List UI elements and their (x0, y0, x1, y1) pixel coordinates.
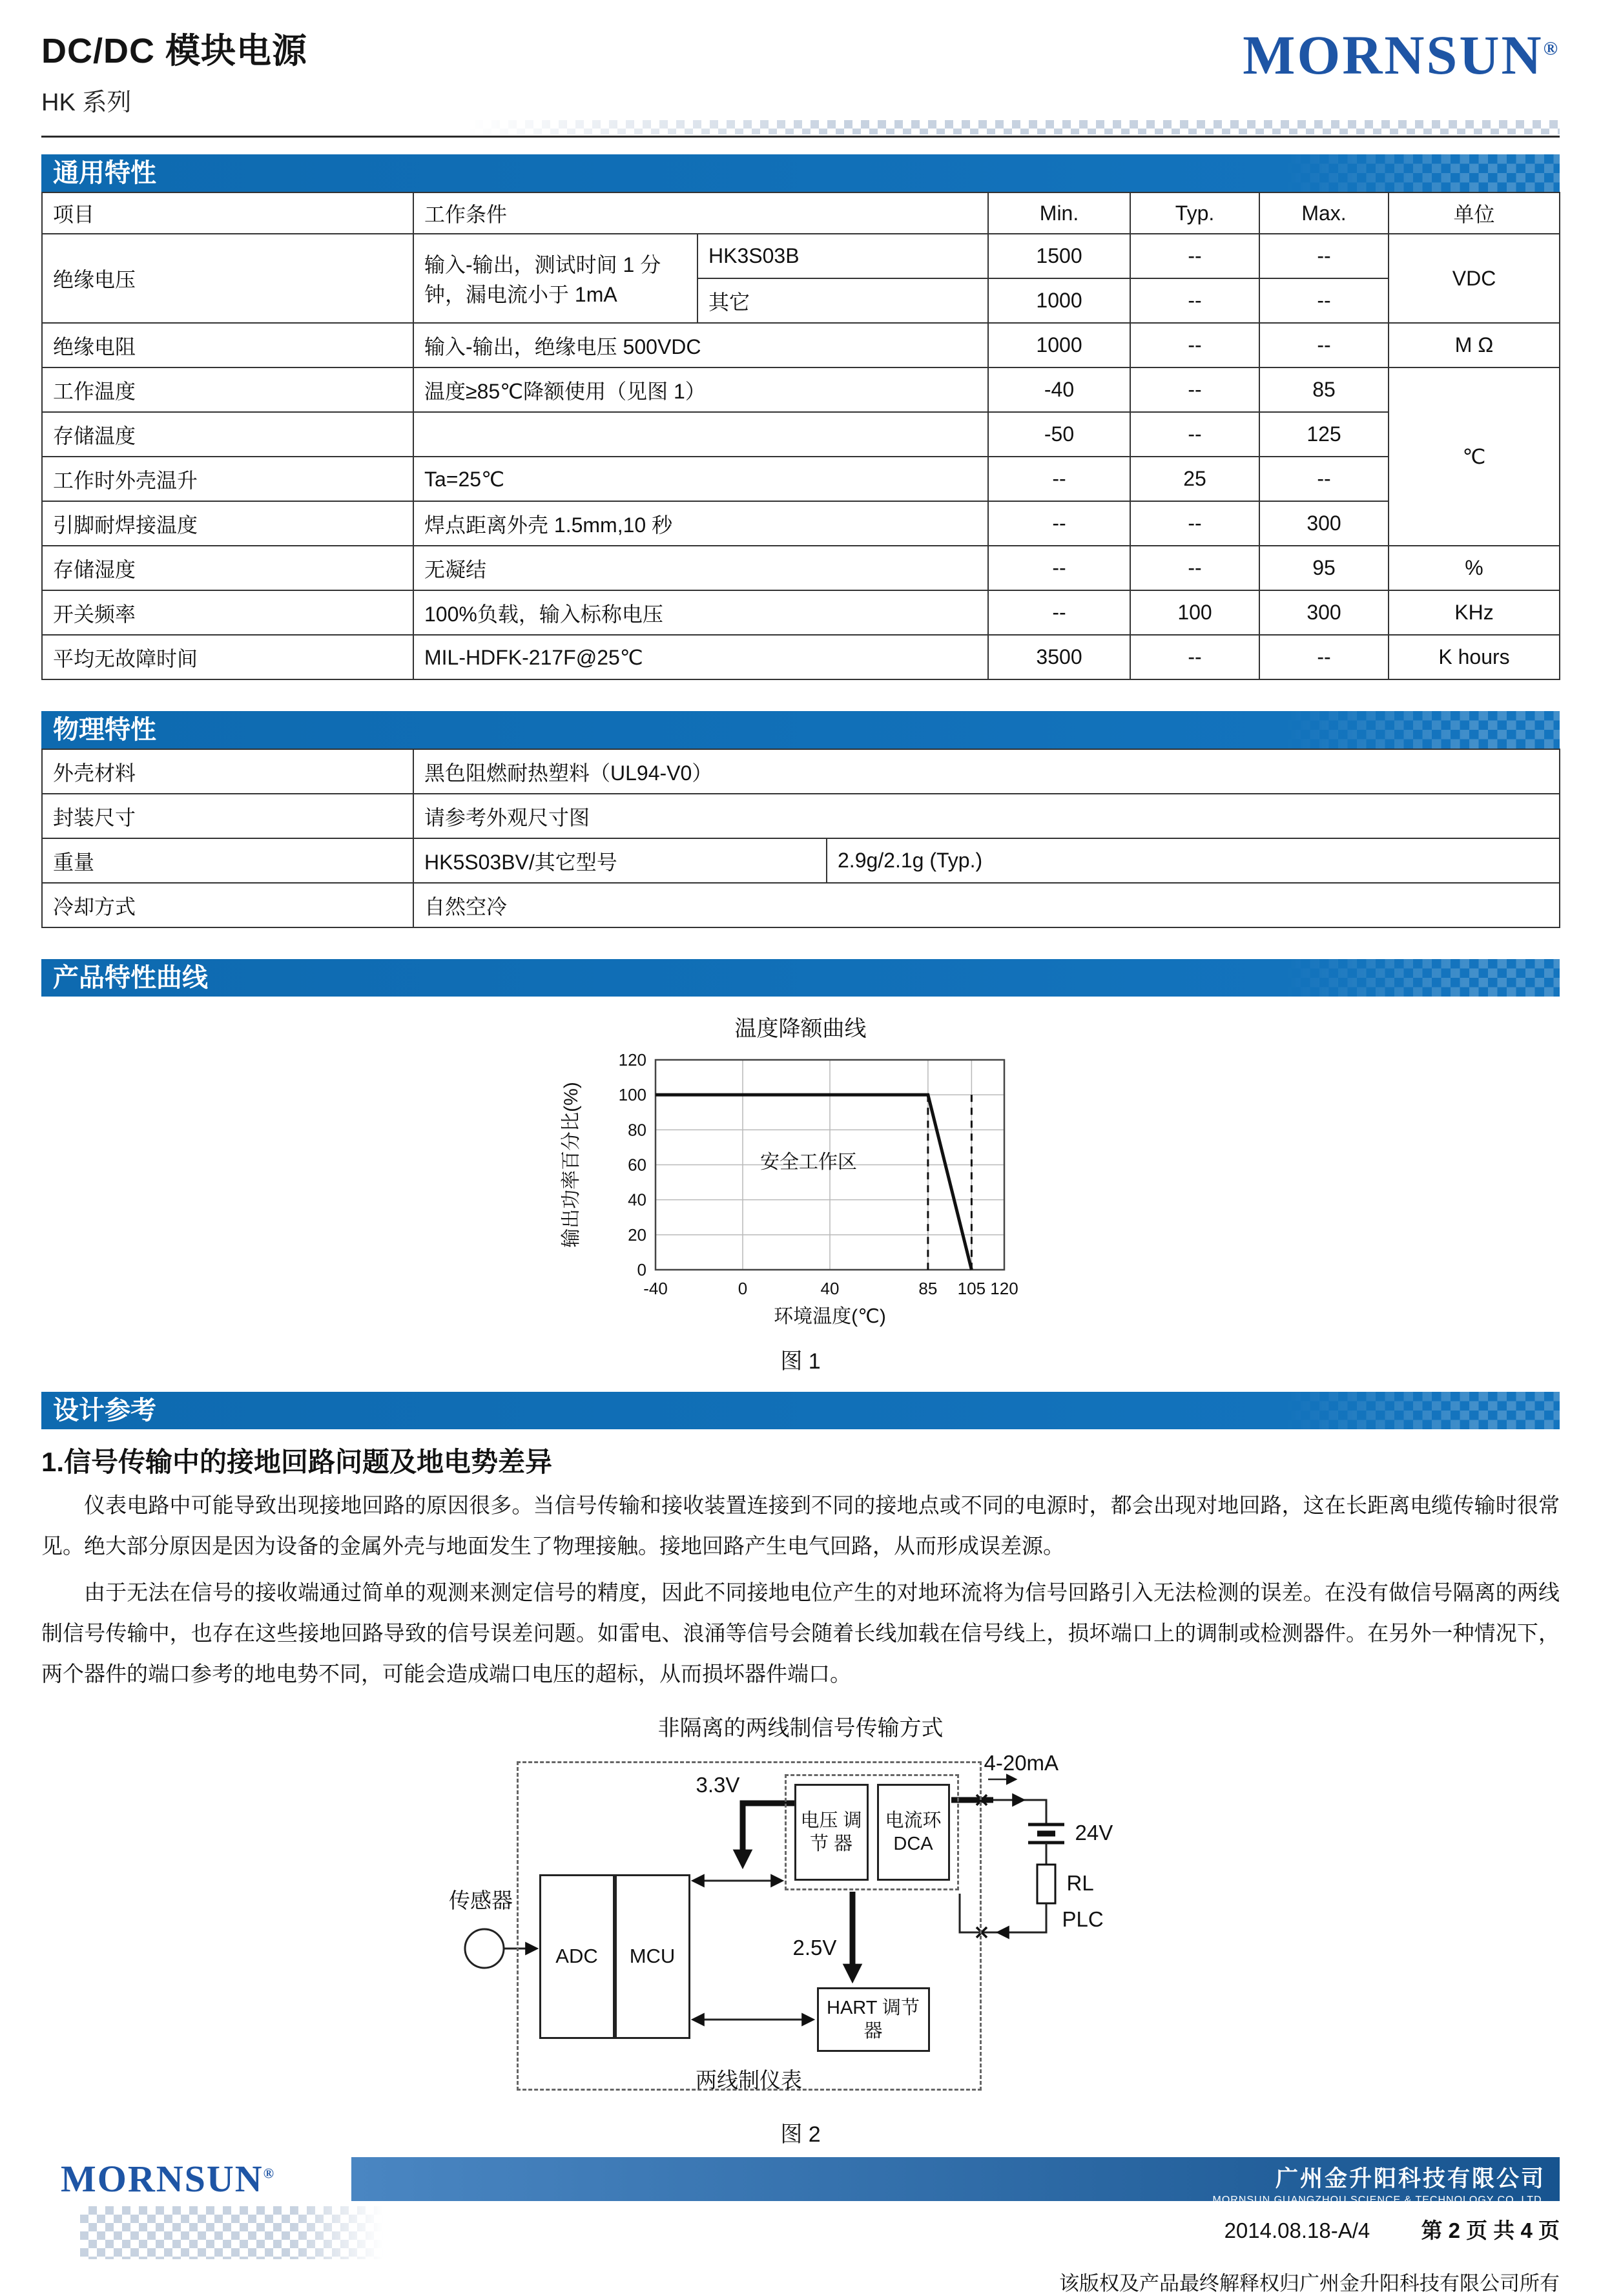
svg-text:105: 105 (957, 1279, 986, 1298)
svg-text:环境温度(℃): 环境温度(℃) (773, 1306, 886, 1327)
table-row (42, 412, 1560, 457)
title-block (41, 23, 307, 118)
registered-mark: ® (1543, 37, 1560, 59)
svg-text:80: 80 (627, 1120, 646, 1140)
v24-label: 24V (1075, 1820, 1113, 1845)
item-cell: 冷却方式 (42, 883, 413, 927)
col-header-max: Max. (1259, 192, 1389, 234)
typ-cell: -- (1130, 546, 1259, 590)
unit-cell: ℃ (1389, 367, 1560, 546)
condition-cell: MIL-HDFK-217F@25℃ (413, 635, 988, 679)
max-cell: 95 (1259, 546, 1389, 590)
design-paragraph-1: 仪表电路中可能导致出现接地回路的原因很多。当信号传输和接收装置连接到不同的接地点或不同的电源时，都会出现对地回路，这在长距离电缆传输时很常见。绝大部分原因是因为设备的金属外壳与地面发生了物理接触。接地回路产生电气回路，从而形成误差源。 (41, 1493, 1560, 1558)
item-cell: 存储温度 (42, 412, 413, 457)
typ-cell: -- (1130, 278, 1259, 323)
derating-chart-block (41, 1011, 1560, 1375)
table-row (42, 234, 1560, 278)
header-mosaic-band (466, 120, 1560, 134)
value-cell: HK5S03BV/其它型号 (413, 838, 827, 883)
table-row (42, 546, 1560, 590)
max-cell: -- (1259, 635, 1389, 679)
min-cell: -50 (988, 412, 1130, 457)
copyright-line: 该版权及产品最终解释权归广州金升阳科技有限公司所有 (1059, 2271, 1560, 2295)
svg-text:40: 40 (627, 1190, 646, 1210)
max-cell: -- (1259, 323, 1389, 367)
page-indicator: 第 2 页 共 4 页 (1421, 2218, 1560, 2242)
v33-label: 3.3V (696, 1772, 740, 1797)
header-divider (41, 136, 1560, 138)
min-cell: -- (988, 546, 1130, 590)
plc-label: PLC (1062, 1907, 1104, 1931)
section-characteristic-curves: 产品特性曲线 (41, 959, 1560, 997)
table-row (42, 883, 1560, 927)
svg-text:120: 120 (618, 1050, 646, 1070)
item-cell: 重量 (42, 838, 413, 883)
table-row (42, 367, 1560, 412)
min-cell: -40 (988, 367, 1130, 412)
physical-characteristics-table (41, 749, 1560, 928)
col-header-typ: Typ. (1130, 192, 1259, 234)
table-row (42, 457, 1560, 501)
unit-cell: % (1389, 546, 1560, 590)
brand-wordmark: MORNSUN (1243, 24, 1544, 86)
typ-cell: -- (1130, 501, 1259, 546)
min-cell: 3500 (988, 635, 1130, 679)
section-design-reference: 设计参考 (41, 1392, 1560, 1429)
svg-text:20: 20 (627, 1225, 646, 1245)
typ-cell: -- (1130, 323, 1259, 367)
condition-cell: 无凝结 (413, 546, 988, 590)
typ-cell: -- (1130, 412, 1259, 457)
model-cell: HK3S03B (697, 234, 988, 278)
col-header-unit: 单位 (1389, 192, 1560, 234)
svg-text:100: 100 (618, 1085, 646, 1105)
svg-text:40: 40 (820, 1279, 839, 1298)
svg-text:0: 0 (738, 1279, 747, 1298)
svg-text:120: 120 (989, 1279, 1018, 1298)
min-cell: 1500 (988, 234, 1130, 278)
instrument-label: 两线制仪表 (696, 2067, 802, 2092)
max-cell: 125 (1259, 412, 1389, 457)
unit-cell: K hours (1389, 635, 1560, 679)
unit-cell: KHz (1389, 590, 1560, 635)
item-cell: 存储湿度 (42, 546, 413, 590)
figure2-block (41, 1710, 1560, 2148)
item-cell: 开关频率 (42, 590, 413, 635)
condition-cell: 温度≥85℃降额使用（见图 1） (413, 367, 988, 412)
v25-label: 2.5V (792, 1935, 837, 1960)
condition-cell: Ta=25℃ (413, 457, 988, 501)
doc-version: 2014.08.18-A/4 (1224, 2218, 1370, 2242)
figure2-caption: 图 2 (780, 2122, 821, 2147)
max-cell: -- (1259, 234, 1389, 278)
min-cell: 1000 (988, 278, 1130, 323)
condition-cell: 输入-输出，测试时间 1 分钟，漏电流小于 1mA (413, 234, 697, 323)
footer-mosaic-decoration (80, 2206, 384, 2259)
table-row (42, 749, 1560, 794)
col-header-min: Min. (988, 192, 1130, 234)
table-row (42, 501, 1560, 546)
footer-meta (1224, 2201, 1560, 2244)
model-cell: 其它 (697, 278, 988, 323)
rl-label: RL (1066, 1870, 1094, 1895)
two-wire-diagram (439, 1748, 1162, 2110)
item-cell: 工作温度 (42, 367, 413, 412)
table-row (42, 794, 1560, 838)
item-cell: 封装尺寸 (42, 794, 413, 838)
typ-cell: -- (1130, 234, 1259, 278)
value-cell: 自然空冷 (413, 883, 1560, 927)
typ-cell: 25 (1130, 457, 1259, 501)
loop-current-label: 4-20mA (984, 1750, 1059, 1775)
design-paragraph-2: 由于无法在信号的接收端通过简单的观测来测定信号的精度，因此不同接地电位产生的对地环流将为信号回路引入无法检测的误差。在没有做信号隔离的两线制信号传输中，也存在这些接地回路导致的信号误差问题。如雷电、浪涌等信号会随着长线加载在信号线上，损坏端口上的调制或检测器件。在另外一种情况下，两个器件的端口参考的地电势不同，可能会造成端口电压的超标，从而损坏器件端口。 (41, 1580, 1560, 1686)
svg-text:安全工作区: 安全工作区 (759, 1151, 857, 1173)
condition-cell: 输入-输出，绝缘电压 500VDC (413, 323, 988, 367)
typ-cell: -- (1130, 367, 1259, 412)
figure2-title: 非隔离的两线制信号传输方式 (657, 1715, 944, 1741)
figure1-caption: 图 1 (780, 1349, 821, 1374)
chart-title: 温度降额曲线 (734, 1017, 867, 1041)
table-row (42, 323, 1560, 367)
svg-text:输出功率百分比(%): 输出功率百分比(%) (560, 1082, 582, 1248)
adc-block: ADC (539, 1874, 615, 2039)
svg-text:0: 0 (637, 1260, 646, 1279)
max-cell: 300 (1259, 590, 1389, 635)
item-cell: 工作时外壳温升 (42, 457, 413, 501)
item-cell: 绝缘电压 (42, 234, 413, 323)
table-header-row (42, 192, 1560, 234)
svg-text:60: 60 (627, 1155, 646, 1175)
min-cell: 1000 (988, 323, 1130, 367)
svg-text:-40: -40 (643, 1279, 668, 1298)
min-cell: -- (988, 457, 1130, 501)
footer-mornsun-logo (41, 2157, 351, 2200)
svg-text:85: 85 (918, 1279, 937, 1298)
general-characteristics-table (41, 192, 1560, 680)
value-cell: 黑色阻燃耐热塑料（UL94-V0） (413, 749, 1560, 794)
page-title: DC/DC 模块电源 (41, 32, 307, 70)
footer-company-bar (351, 2157, 1560, 2206)
value-cell: 2.9g/2.1g (Typ.) (827, 838, 1560, 883)
condition-cell (413, 412, 988, 457)
value-cell: 请参考外观尺寸图 (413, 794, 1560, 838)
table-row (42, 590, 1560, 635)
unit-cell: M Ω (1389, 323, 1560, 367)
col-header-item: 项目 (42, 192, 413, 234)
company-name-cn: 广州金升阳科技有限公司 (1275, 2166, 1545, 2191)
condition-cell: 焊点距离外壳 1.5mm,10 秒 (413, 501, 988, 546)
typ-cell: 100 (1130, 590, 1259, 635)
table-row (42, 838, 1560, 883)
design-heading: 1.信号传输中的接地回路问题及地电势差异 (41, 1447, 553, 1477)
table-row (42, 635, 1560, 679)
page-footer (41, 2157, 1560, 2296)
current-loop-dca-block: 电流环 DCA (877, 1784, 950, 1881)
section-physical-characteristics: 物理特性 (41, 711, 1560, 749)
footer-brand-wordmark: MORNSUN (61, 2158, 263, 2200)
company-name-en: MORNSUN GUANGZHOU SCIENCE & TECHNOLOGY CO.,LTD. (1212, 2194, 1545, 2206)
voltage-regulator-block: 电压 调节 器 (794, 1784, 869, 1881)
item-cell: 引脚耐焊接温度 (42, 501, 413, 546)
footer-registered-mark: ® (263, 2165, 276, 2182)
min-cell: -- (988, 590, 1130, 635)
typ-cell: -- (1130, 635, 1259, 679)
max-cell: 300 (1259, 501, 1389, 546)
mornsun-logo (1243, 24, 1560, 86)
min-cell: -- (988, 501, 1130, 546)
hart-regulator-block: HART 调节器 (817, 1987, 930, 2052)
page-header (41, 23, 1560, 138)
condition-cell: 100%负载，输入标称电压 (413, 590, 988, 635)
unit-cell: VDC (1389, 234, 1560, 323)
sensor-label: 传感器 (449, 1888, 513, 1912)
max-cell: 85 (1259, 367, 1389, 412)
item-cell: 平均无故障时间 (42, 635, 413, 679)
max-cell: -- (1259, 278, 1389, 323)
series-subtitle: HK 系列 (41, 89, 132, 116)
item-cell: 外壳材料 (42, 749, 413, 794)
max-cell: -- (1259, 457, 1389, 501)
item-cell: 绝缘电阻 (42, 323, 413, 367)
derating-chart-svg (549, 1044, 1053, 1338)
col-header-condition: 工作条件 (413, 192, 988, 234)
mcu-block: MCU (615, 1874, 690, 2039)
section-general-characteristics: 通用特性 (41, 154, 1560, 192)
